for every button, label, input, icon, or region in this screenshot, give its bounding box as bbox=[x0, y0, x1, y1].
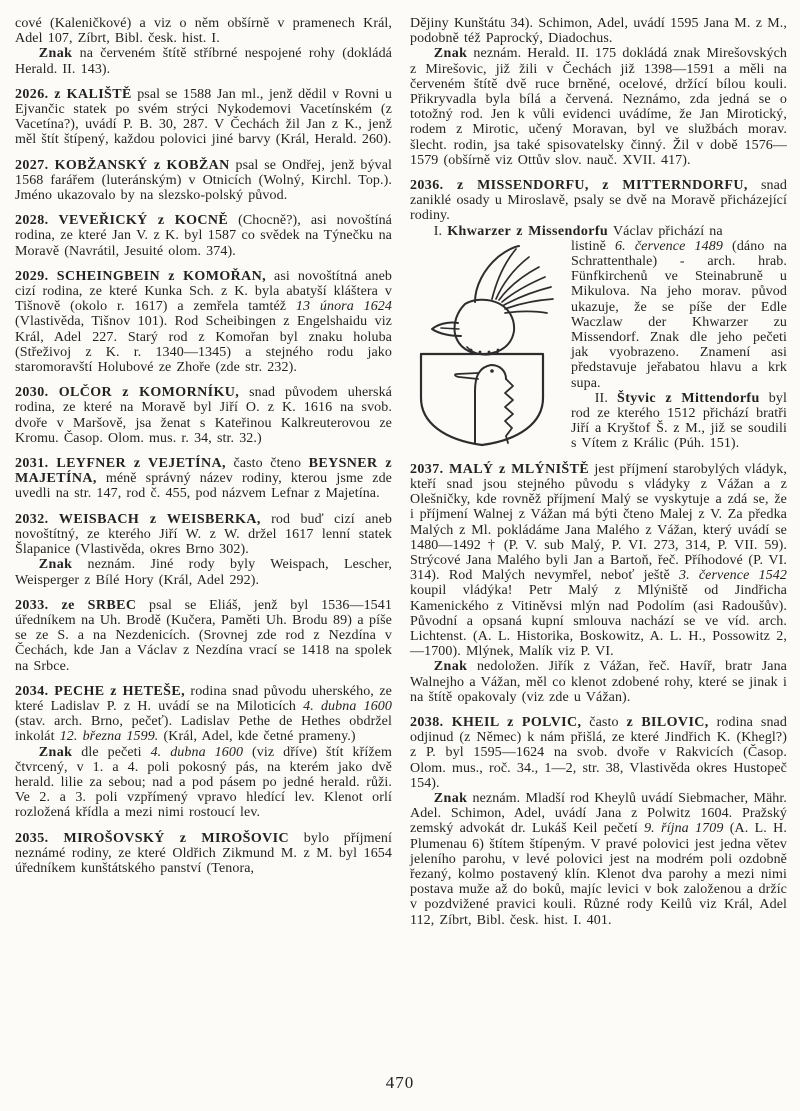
entry-2030: 2030. OLČOR z KOMORNÍKU, snad původem uherská rodina, ze které na Moravě byl Jiří O. z K. 1616 na svob. dvoře v Maršově, jsa ženat s Kateřinou Kalkreuterovou ze Kromu. Časop. Olom. mus. r. 34, str. 32.) bbox=[15, 385, 392, 446]
shield-icon bbox=[421, 354, 543, 445]
entry-2026: 2026. z KALIŠTĚ psal se 1588 Jan ml., jenž dědil v Rovni u Ejvančic statek po svém strýci Nykodemovi Vacetínském (z Vacetína?), uvádí P. B. 30, 287. V Čechách žil Jan z K., jenž měl štít štípený, každou polovici jiné barvy (Král, Herald. 260). bbox=[15, 86, 392, 148]
continuation-paragraph: Dějiny Kunštátu 34). Schimon, Adel, uvádí 1595 Jana M. z M., podobně též Paprocký, Diadochus. bbox=[410, 16, 787, 47]
znak-paragraph: Znak dle pečeti 4. dubna 1600 (viz dříve) štít křížem čtvrcený, v 1. a 4. poli pokosný pás, na kterém jako dvě herald. lilie za sebou; nad a pod pásem po jedné herald. růži. Ve 2. a 3. poli vzpřímený vpravo hledící lev. Klenot orlí rozložená křídla a mezi nimi rostoucí lev. bbox=[15, 744, 392, 821]
entry-2029: 2029. SCHEINGBEIN z KOMOŘAN, asi novoštítná aneb cizí rodina, ze které Kunka Sch. z K. byla abatyší kláštera v Tišnově (okolo r. 1617) a zemřela tamtéž 13 února 1624 (Vlastivěda, Tišnov 101). Rod Scheibingen z Engelshaidu viz Král, Adel 227. Starý rod z Komořan byl znaku holuba (Střeživoj z K. r. 1340—1345) a stejného rodu jako staromoravští Holubové ze Zhoře (zde str. 232). bbox=[15, 268, 392, 376]
entry-2027: 2027. KOBŽANSKÝ z KOBŽAN psal se Ondřej, jenž býval 1568 farářem (luteránským) v Otnicích (Wolný, Kirchl. Top.). Jméno ukazovalo by na slezsko-polský původ. bbox=[15, 157, 392, 204]
subentry-khwarzer-body: listině 6. července 1489 (dáno na Schrattenthale) - arch. hrab. Fünfkirchenů ve Steinabruně u Mikulova. Na jeho morav. původ ukazuje, že se píše der Edle Waczlaw der Khwarzer zu Missendorf. Znak dle jeho pečeti jak vyobrazeno. Znamení asi představuje jeřabatou hlavu a krk supa. bbox=[571, 238, 787, 391]
entry-2036: 2036. z MISSENDORFU, z MITTERNDORFU, snad zaniklé osady u Miroslavě, psaly se dvě na Moravě přicházející rodiny. bbox=[410, 178, 788, 224]
entry-2034: 2034. PECHE z HETEŠE, rodina snad původu uherského, ze které Ladislav P. z H. uvádí se na Miloticích 4. dubna 1600 (stav. arch. Brno, pečeť). Ladislav Pethe de Hethes obdržel inkolát 12. března 1599. (Král, Adel, kde četné prameny.) bbox=[15, 683, 392, 745]
continuation-paragraph: cové (Kaleničkové) a viz o něm obšírně v pramenech Král, Adel 107, Zíbrt, Bibl. česk. hist. I. bbox=[15, 16, 392, 47]
subentry-styvic: II. Štyvic z Mittendorfu byl rod ze kterého 1512 přichází bratři Jiří a Kryštof Š. z M., již se soudili s Vítem z Králic (Púh. 151). bbox=[571, 390, 787, 452]
znak-paragraph: Znak na červeném štítě stříbrné nespojené rohy (dokládá Herald. II. 143). bbox=[15, 46, 392, 77]
znak-paragraph: Znak neznám. Jiné rody byly Weispach, Lescher, Weisperger z Bílé Hory (Král, Adel 292). bbox=[15, 557, 392, 588]
helmet-icon bbox=[432, 300, 514, 355]
entry-2033: 2033. ze SRBEC psal se Eliáš, jenž byl 1536—1541 úředníkem na Uh. Brodě (Kučera, Paměti Uh. Brodu 89) a píše se ze S. a na Nezdenicích. (Srovnej zde rod z Nezdína v Čechách, kde Jan a Václav z Nezdína vrací se 1418 na spolek na Srbce. bbox=[15, 597, 392, 674]
entry-2035: 2035. MIROŠOVSKÝ z MIROŠOVIC bylo příjmení neznámé rodiny, ze které Oldřich Zikmund M. z M. byl 1654 úředníkem kunštátského panství (Tenora, bbox=[15, 830, 392, 876]
entry-2031: 2031. LEYFNER z VEJETÍNA, často čteno BEYSNER z MAJETÍNA, méně správný název rodiny, kterou jsme zde uvedli na str. 147, rod č. 455, pod názvem Lefnar z Majetína. bbox=[15, 456, 392, 502]
wing-crest-icon bbox=[475, 246, 553, 313]
znak-paragraph: Znak neznám. Mladší rod Kheylů uvádí Siebmacher, Mähr. Adel. Schimon, Adel, uvádí Jana z Polwitz 1604. Pražský zemský advokát dr. Lukáš Keil pečetí 9. října 1709 (A. L. H. Plumenau 6) štítem štípeným. V pravé polovici jest jedna větev jeleního parohu, v levé polovici jest na modrém poli ozdobně řezaný, kolmo postavený klín. Klenot dva parohy a mezi nimi postava muže až do boků, majíc levici v bok založenou a držíc v pozdvižené pravici kouli. Různé rody Keilů viz Král, Adel 112, Zíbrt, Bibl. česk. hist. I. 401. bbox=[410, 790, 787, 928]
right-column bbox=[410, 16, 787, 928]
znak-paragraph: Znak neznám. Herald. II. 175 dokládá znak Mirešovských z Mirešovic, již žili v Čechách již 1398—1591 a měli na červeném štítě dvě ruce brněné, ocelové, držící bílou kouli. Přikryvadla byla bílá a červená. Neznámo, zda jedná se o totožný rod. Jen k vůli evidenci uvádíme, že Jan Mirotický, rodem z Mirotic, učený Moravan, byl ve službách morav. šlecht. rodin, jsa také spisovatelsky činný. Žil v době 1576—1579 (obšírně viz Ottův slov. nauč. XVII. 417). bbox=[410, 46, 787, 168]
entry-2038: 2038. KHEIL z POLVIC, často z BILOVIC, rodina snad odjinud (z Němec) k nám přišlá, ze které Jindřich K. (Khegl?) z P. byl 1595—1624 na svob. dvoře v Rakvicích (Časop. Olom. mus., roč. 34., 1—2, str. 38, Vlastivěda okres Hustopeč 154). bbox=[410, 714, 787, 791]
left-column bbox=[15, 16, 392, 928]
figure-text-wrap bbox=[410, 239, 787, 452]
entry-2037: 2037. MALÝ z MLÝNIŠTĚ jest příjmení starobylých vládyk, kteří snad jsou stejného původu s vládyky z Vážan a z Olešničky, kde rovněž příjmení Malý se vyskytuje a zdá se, že i příjmení Walnej z Vážan má býti čteno Malej z V. Za předka Malých z Ml. pokládáme Jana Malého z Vážan, který uvádí se 1480—1492 † (P. V. sub Malý, P. VI. 273, 314, P. VII. 59). Strýcové Jana Malého byli Jan a Bartoň, řeč. Příhodové (P. VI. 314). Rod Malých nevymřel, neboť ještě 3. července 1542 koupil vládýka! Petr Malý z Mlýniště od Jindřicha Kamenického z Vitiněvsi mlýn nad Podolím (asi Radoušův). Původní a opsaná kupní smlouva nachází se ve víd. arch. Lichtenst. (A. L. Historika, Boskowitz, A. L. H., Possowitz 2, —1700). Mlýnek, Malík viz P. VI. bbox=[410, 461, 787, 660]
subentry-khwarzer-head: I. Khwarzer z Missendorfu Václav přichází na bbox=[433, 223, 723, 239]
entry-2032: 2032. WEISBACH z WEISBERKA, rod buď cizí aneb novoštítný, ze kterého Jiří W. z W. držel 1617 lenní statek Šlapanice (Vlastivěda, okres Brno 302). bbox=[15, 511, 392, 558]
missendorf-coat-of-arms bbox=[412, 242, 562, 448]
znak-paragraph: Znak nedoložen. Jiřík z Vážan, řeč. Havíř, bratr Jana Walnejho a Vážan, měl co klenot zdobené rohy, které se jinak i na štítě opakovaly (viz zde u Vážan). bbox=[410, 659, 787, 705]
page-number: 470 bbox=[385, 1073, 415, 1092]
entry-2028: 2028. VEVEŘICKÝ z KOCNĚ (Chocně?), asi novoštíná rodina, ze které Jan V. z K. byl 1587 co svědek na Týnečku na Moravě (Navrátil, Jesuité olom. 374). bbox=[15, 213, 392, 259]
bird-head-icon bbox=[455, 365, 513, 443]
